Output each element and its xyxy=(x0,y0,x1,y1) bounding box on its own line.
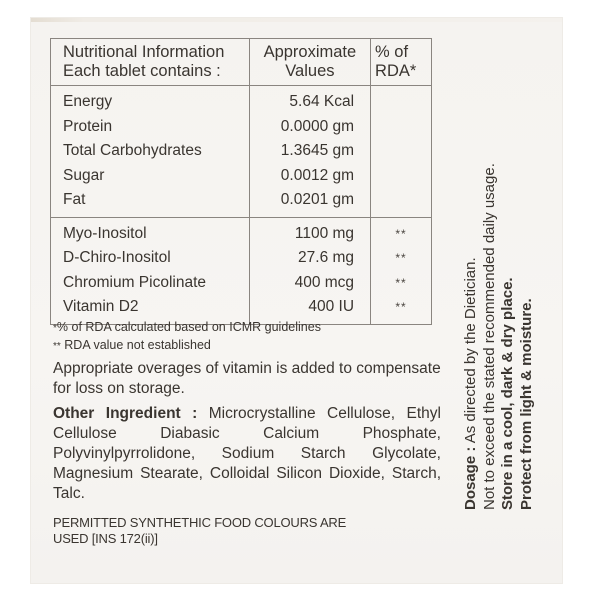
dosage-label: Dosage : xyxy=(462,446,479,510)
nutrient-name: Protein xyxy=(51,115,250,140)
side-panel-directions xyxy=(462,70,536,510)
nutrient-name: D-Chiro-Inositol xyxy=(51,246,250,271)
card-top-edge xyxy=(31,18,562,22)
nutrition-table-header xyxy=(51,39,432,86)
nutrient-rda xyxy=(371,139,432,164)
nutrient-rda: ** xyxy=(395,300,407,315)
table-row xyxy=(51,115,432,140)
dosage-text: As directed by the Dietician. xyxy=(462,257,479,447)
nutrition-table xyxy=(50,38,432,325)
table-row xyxy=(51,217,432,246)
nutrient-value: 1.3645 gm xyxy=(249,139,370,164)
header-col1-line1: Nutritional Information xyxy=(63,43,225,61)
other-ingredients xyxy=(53,404,441,504)
nutrient-name: Sugar xyxy=(51,164,250,189)
nutrient-value: 0.0012 gm xyxy=(249,164,370,189)
header-rda xyxy=(371,39,432,86)
nutrient-value: 400 mcg xyxy=(249,271,370,296)
double-asterisk-icon: ** xyxy=(53,341,61,352)
table-row xyxy=(51,246,432,271)
food-colours-line2: USED [INS 172(ii)] xyxy=(53,531,158,546)
header-col1-line2: Each tablet contains : xyxy=(63,62,221,80)
nutrient-rda xyxy=(371,188,432,217)
nutrient-rda xyxy=(371,86,432,115)
nutrient-value: 0.0201 gm xyxy=(249,188,370,217)
table-row xyxy=(51,164,432,189)
rda-footnotes xyxy=(53,319,453,355)
header-col3-line2: RDA* xyxy=(375,62,417,80)
nutrient-rda: ** xyxy=(395,275,407,290)
asterisk-icon: * xyxy=(53,323,57,334)
storage-line: Store in a cool, dark & dry place. xyxy=(499,277,516,510)
header-nutritional-information xyxy=(51,39,250,86)
footnote-double-star xyxy=(53,337,453,355)
footnote-double-star-text: RDA value not established xyxy=(60,338,211,352)
nutrient-rda: ** xyxy=(395,251,407,266)
nutrient-name: Vitamin D2 xyxy=(51,295,250,324)
nutrient-value: 400 IU xyxy=(249,295,370,324)
protection-line: Protect from light & moisture. xyxy=(517,298,535,510)
nutrient-name: Chromium Picolinate xyxy=(51,271,250,296)
table-row xyxy=(51,86,432,115)
nutrient-value: 27.6 mg xyxy=(249,246,370,271)
nutrient-name: Total Carbohydrates xyxy=(51,139,250,164)
header-col3-line1: % of xyxy=(375,43,409,61)
header-col2-line2: Values xyxy=(285,62,335,80)
other-ingredients-label: Other Ingredient : xyxy=(53,405,198,422)
nutrient-value: 1100 mg xyxy=(249,217,370,246)
header-col2-line1: Approximate xyxy=(263,43,357,61)
nutrient-value: 0.0000 gm xyxy=(249,115,370,140)
nutrient-value: 5.64 Kcal xyxy=(249,86,370,115)
nutrient-name: Fat xyxy=(51,188,250,217)
nutrient-rda xyxy=(371,115,432,140)
nutrient-rda xyxy=(371,164,432,189)
table-row xyxy=(51,271,432,296)
header-approximate-values xyxy=(249,39,370,86)
nutrient-name: Myo-Inositol xyxy=(51,217,250,246)
footnote-single-star-text: % of RDA calculated based on ICMR guidelines xyxy=(56,320,321,334)
nutrient-rda: ** xyxy=(371,217,432,246)
food-colours-line1: PERMITTED SYNTHETHIC FOOD COLOURS ARE xyxy=(53,515,347,530)
daily-limit-line: Not to exceed the stated recommended daily usage. xyxy=(480,163,498,510)
food-colours-statement xyxy=(53,515,453,547)
product-label-card xyxy=(31,18,562,583)
footnote-single-star xyxy=(53,319,453,337)
table-row xyxy=(51,188,432,217)
table-row xyxy=(51,139,432,164)
dosage-line xyxy=(462,70,481,510)
nutrient-name: Energy xyxy=(51,86,250,115)
overages-statement: Appropriate overages of vitamin is added to compensate for loss on storage. xyxy=(53,360,441,397)
other-ingredients-text: Microcrystalline Cellulose, Ethyl Cellulose Diabasic Calcium Phosphate, Polyvinylpyrrolidone, Sodium Starch Glycolate, Magnesium Stearate, Colloidal Silicon Dioxide, Starch, Talc. xyxy=(53,405,441,502)
